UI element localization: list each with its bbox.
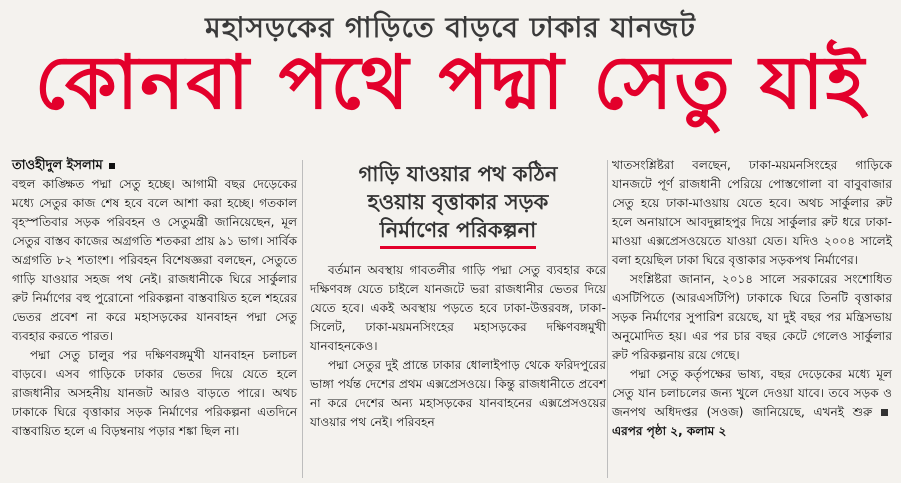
subheadline-line-3: নির্মাণের পরিকল্পনা	[380, 216, 536, 249]
article-column-2	[310, 160, 606, 432]
byline	[12, 156, 297, 175]
paragraph: বর্তমান অবস্থায় গাবতলীর গাড়ি পদ্মা সেতু ব্যবহার করে দক্ষিণবঙ্গ যেতে চাইলে যানজটে ভরা রাজধানীর ভেতর দিয়ে যেতে হবে। একই অবস্থায় পড়তে হবে ঢাকা-উত্তরবঙ্গ, ঢাকা-সিলেট, ঢাকা-ময়মনসিংহের মহাসড়কের দক্ষিণবঙ্গমুখী যানবাহনকেও।	[310, 263, 606, 353]
article-column-3	[612, 156, 892, 441]
main-headline: কোনবা পথে পদ্মা সেতু যাই	[34, 40, 867, 126]
kicker-headline: মহাসড়কের গাড়িতে বাড়বে ঢাকার যানজট	[205, 11, 696, 44]
paragraph: পদ্মা সেতু চালুর পর দক্ষিণবঙ্গমুখী যানবাহন চলাচল বাড়বে। এসব গাড়িকে ঢাকার ভেতর দিয়ে যেতে হলে রাজধানীর অসহনীয় যানজট আরও বাড়তে পারে। অথচ ঢাকাকে ঘিরে বৃত্তাকার সড়ক নির্মাণের পরিকল্পনা এতদিনে বাস্তবায়িত হলে এ বিড়ম্বনায় পড়ার শঙ্কা ছিল না।	[12, 348, 297, 438]
subheadline-line-2: হওয়ায় বৃত্তাকার সড়ক	[367, 190, 549, 214]
paragraph-text: পদ্মা সেতু কর্তৃপক্ষের ভাষ্য, বছর দেড়েকের মধ্যে মূল সেতু যান চলাচলের জন্য খুলে দেওয়া যাবে। তবে সড়ক ও জনপথ অধিদপ্তর (সওজ) জানিয়েছে, এখনই শুরু	[612, 367, 892, 419]
subheadline-line-1: গাড়ি যাওয়ার পথ কঠিন	[358, 162, 558, 186]
paragraph: সংশ্লিষ্টরা জানান, ২০১৪ সালে সরকারের সংশোধিত এসটিপিতে (আরএসটিপি) ঢাকাকে ঘিরে তিনটি বৃত্তাকার সড়ক নির্মাণের সুপারিশ রয়েছে, যা দুই বছর পর মন্ত্রিসভায় অনুমোদিত হয়। এর পর চার বছর কেটে গেলেও সার্কুলার রুট পরিকল্পনায় রয়ে গেছে।	[612, 272, 892, 362]
square-bullet-icon	[881, 409, 888, 416]
column-divider	[607, 160, 608, 478]
subheadline	[310, 160, 606, 249]
paragraph	[612, 365, 892, 441]
square-bullet-icon	[109, 163, 115, 169]
column-divider	[302, 160, 303, 478]
paragraph: খাতসংশ্লিষ্টরা বলছেন, ঢাকা-ময়মনসিংহের গাড়িকে যানজটে পূর্ণ রাজধানী পেরিয়ে পোস্তগোলা বা বাবুবাজার সেতু হয়ে ঢাকা-মাওয়ায় যেতে হবে। অথচ সার্কুলার রুট হলে অনায়াসে আবদুল্লাহপুর দিয়ে সার্কুলার রুট ধরে ঢাকা-মাওয়া এক্সপ্রেসওয়েতে যাওয়া যেত। যদিও ২০০৪ সালেই বলা হয়েছিল ঢাকা ঘিরে বৃত্তাকার সড়কপথ নির্মাণের।	[612, 158, 892, 267]
article-column-1	[12, 156, 297, 441]
paragraph: পদ্মা সেতুর দুই প্রান্তে ঢাকার ধোলাইপাড় থেকে ফরিদপুরের ভাঙ্গা পর্যন্ত দেশের প্রথম এক্সপ্রেসওয়ে। কিন্তু রাজধানীতে প্রবেশ না করে দেশের অন্য মহাসড়কের যানবাহনের এক্সপ্রেসওয়ের যাওয়ার পথ নেই। পরিবহন	[310, 358, 606, 429]
continued-label: এরপর পৃষ্ঠা ২, কলাম ২	[612, 424, 727, 438]
paragraph: বহুল কাঙ্ক্ষিত পদ্মা সেতু হচ্ছে। আগামী বছর দেড়েকের মধ্যে সেতুর কাজ শেষ হবে বলে আশা করা হচ্ছে। গতকাল বৃহস্পতিবার সড়ক পরিবহন ও সেতুমন্ত্রী জানিয়েছেন, মূল সেতুর বাস্তব কাজের অগ্রগতি শতকরা প্রায় ৯১ ভাগ। সার্বিক অগ্রগতি ৮২ শতাংশ। পরিবহন বিশেষজ্ঞরা বলছেন, সেতুতে গাড়ি যাওয়ার সহজ পথ নেই। রাজধানীকে ঘিরে সার্কুলার রুট নির্মাণের বহু পুরোনো পরিকল্পনা বাস্তবায়িত হলে শহরের ভেতর প্রবেশ না করে মহাসড়কের যানবাহন পদ্মা সেতু ব্যবহার করতে পারত।	[12, 177, 297, 343]
byline-name: তাওহীদুল ইসলাম	[12, 158, 103, 173]
